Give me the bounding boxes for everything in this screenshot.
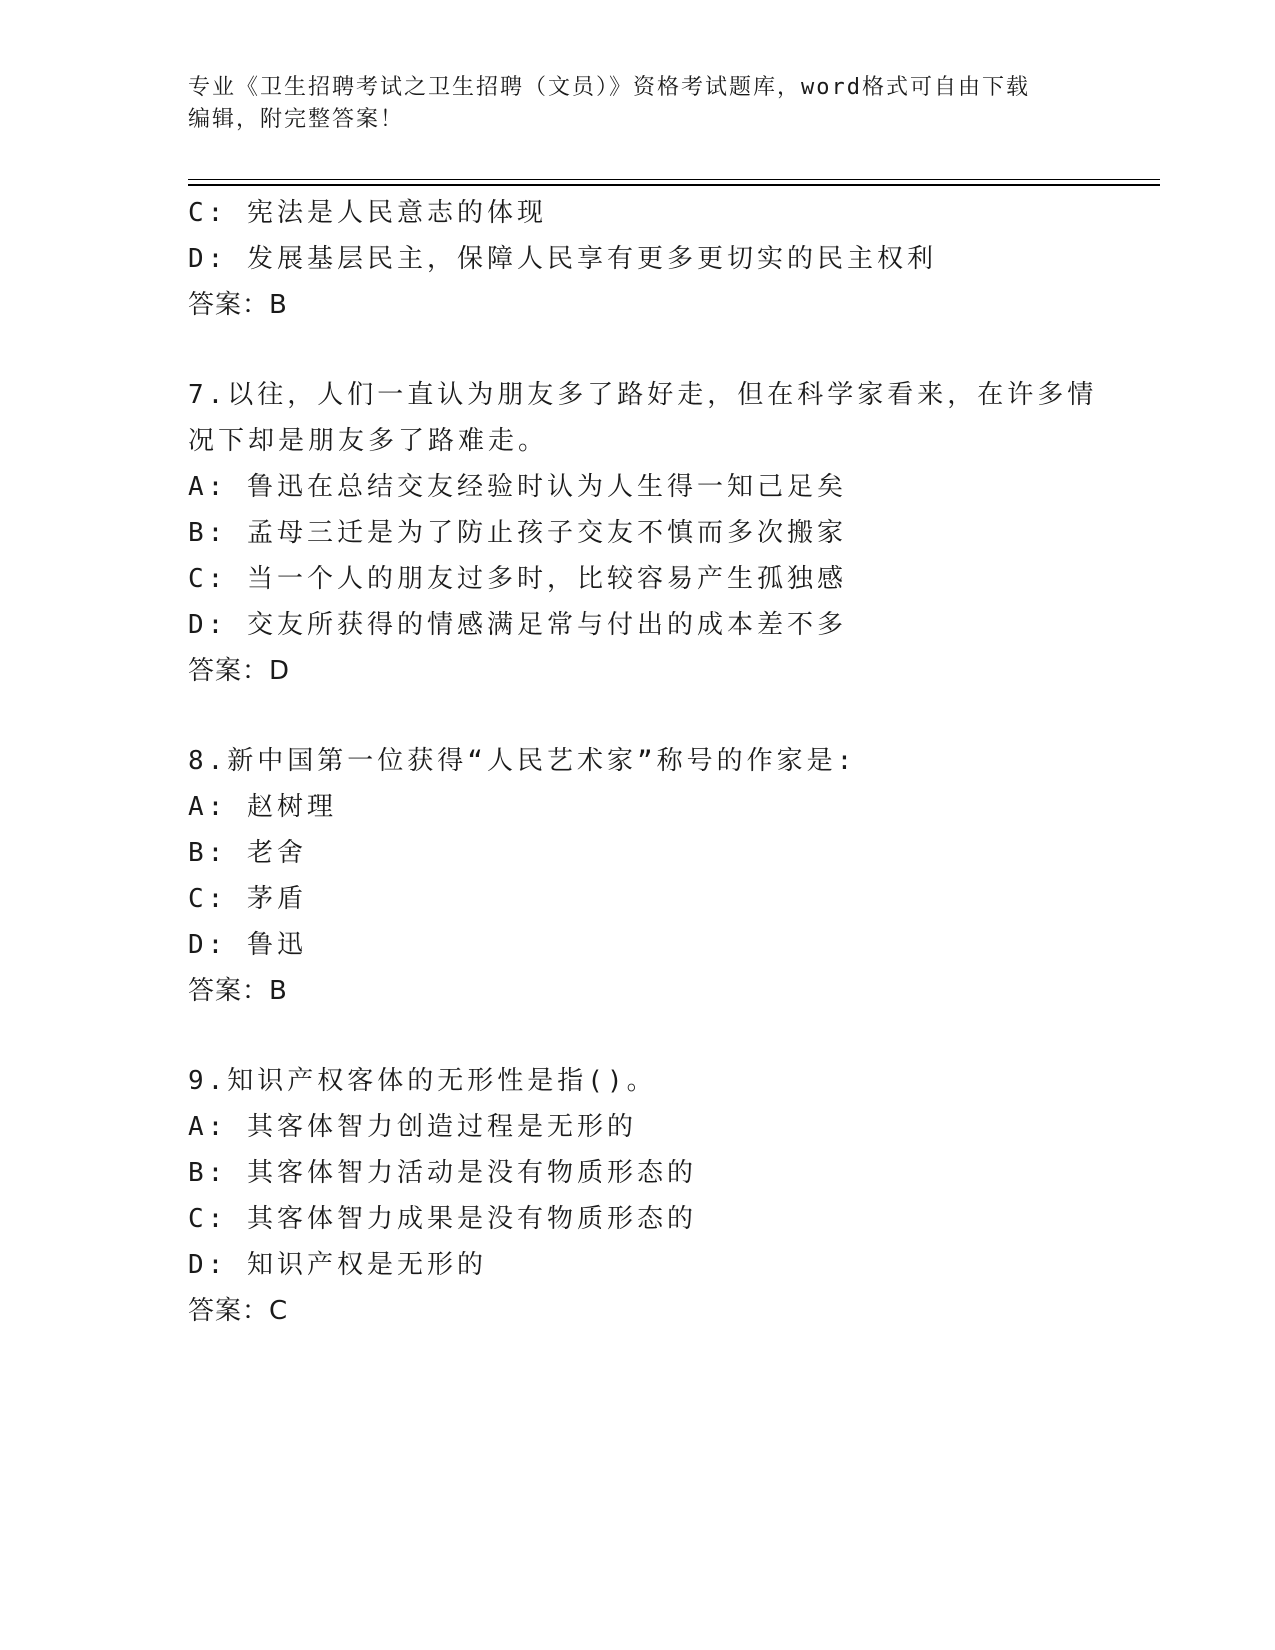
document-header (188, 72, 1068, 136)
question-text: 8.新中国第一位获得“人民艺术家”称号的作家是: (188, 746, 857, 776)
question-text: 7.以往，人们一直认为朋友多了路好走，但在科学家看来，在许多情 (188, 380, 1098, 410)
option-b: B: 老舍 (188, 838, 307, 868)
option-c: C: 茅盾 (188, 884, 307, 914)
question-text: 9.知识产权客体的无形性是指()。 (188, 1066, 657, 1096)
option-c: C: 宪法是人民意志的体现 (188, 198, 547, 228)
header-divider-thin (188, 179, 1160, 180)
question-9 (188, 1058, 1088, 1334)
answer-line: 答案：D (188, 656, 291, 686)
header-line-2: 编辑，附完整答案！ (188, 107, 405, 132)
header-divider-thick (188, 184, 1160, 186)
option-c: C: 其客体智力成果是没有物质形态的 (188, 1204, 697, 1234)
option-a: A: 赵树理 (188, 792, 337, 822)
option-b: B: 其客体智力活动是没有物质形态的 (188, 1158, 697, 1188)
previous-question-tail (188, 190, 1088, 328)
option-a: A: 鲁迅在总结交友经验时认为人生得一知己足矣 (188, 472, 847, 502)
question-7 (188, 372, 1098, 694)
option-b: B: 孟母三迁是为了防止孩子交友不慎而多次搬家 (188, 518, 847, 548)
option-d: D: 鲁迅 (188, 930, 307, 960)
answer-line: 答案：C (188, 1296, 289, 1326)
option-a: A: 其客体智力创造过程是无形的 (188, 1112, 637, 1142)
answer-line: 答案：B (188, 976, 288, 1006)
option-d: D: 发展基层民主，保障人民享有更多更切实的民主权利 (188, 244, 937, 274)
option-d: D: 知识产权是无形的 (188, 1250, 487, 1280)
question-list (188, 190, 1098, 1334)
question-text: 况下却是朋友多了路难走。 (188, 426, 549, 456)
header-line-1: 专业《卫生招聘考试之卫生招聘（文员）》资格考试题库，word格式可自由下载 (188, 75, 1030, 100)
option-c: C: 当一个人的朋友过多时，比较容易产生孤独感 (188, 564, 847, 594)
option-d: D: 交友所获得的情感满足常与付出的成本差不多 (188, 610, 847, 640)
answer-line: 答案：B (188, 290, 288, 320)
question-8 (188, 738, 1088, 1014)
